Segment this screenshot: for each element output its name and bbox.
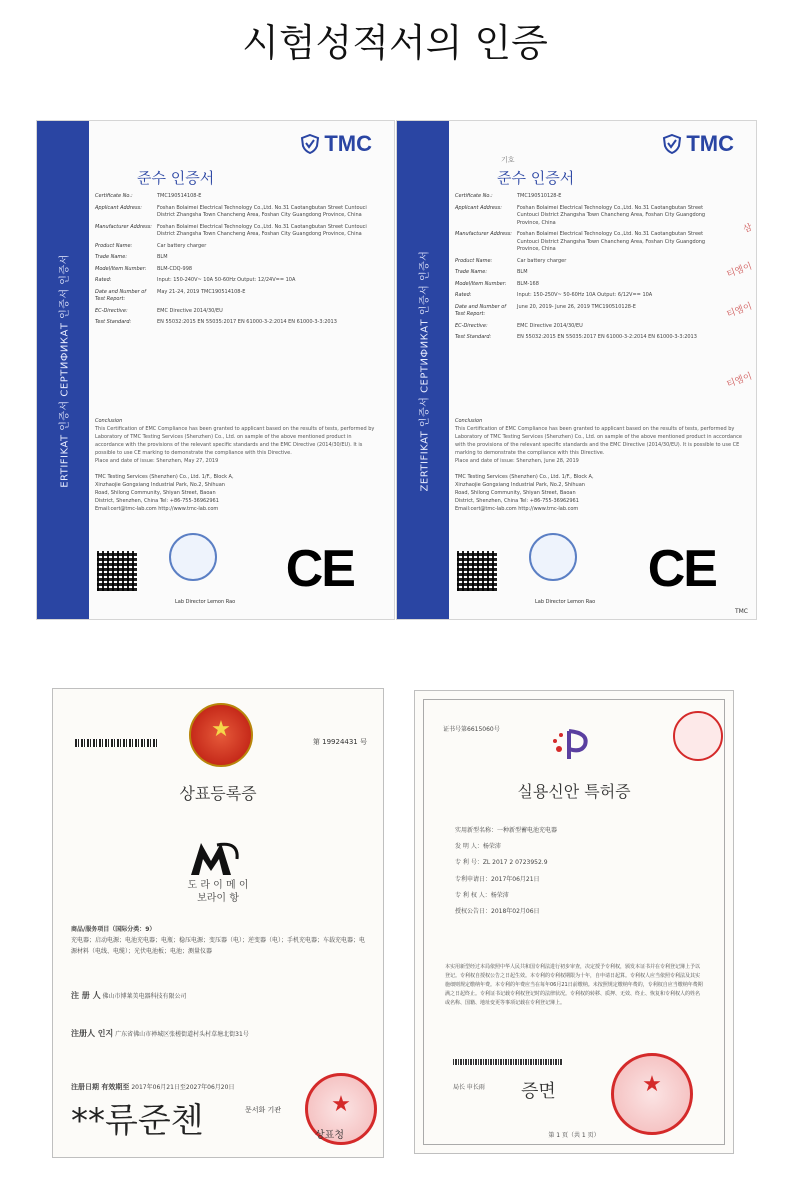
field-label: Date and Number of Test Report:: [95, 288, 147, 302]
tmc-logo-text: TMC: [686, 131, 734, 156]
field-label: EC-Directive:: [95, 307, 128, 314]
side-mark: 티엠이: [725, 301, 754, 321]
trademark-heading: 상표등록증: [179, 784, 257, 803]
field-value: BLM: [517, 269, 528, 275]
place-date: Place and date of issue: Shenzhen, May 27, 2019: [95, 458, 219, 464]
field-label: Manufacturer Address:: [455, 231, 512, 237]
ce-certificate-2: [396, 120, 757, 620]
address-value: 广东省佛山市禅城区张槎街道村头村草塘北街31号: [115, 1031, 249, 1038]
field-label: Trade Name:: [95, 254, 128, 260]
patent-detail-line: 专 利 号：ZL 2017 2 0723952.9: [455, 859, 548, 867]
lab-stamp: [169, 533, 217, 581]
field-value: BLM-CDQ-998: [157, 265, 193, 272]
registration-number: 第 19924431 号: [312, 738, 367, 746]
field-value: Foshan Bolaimei Electrical Technology Co.,Ltd. No.31 Caotangbutan Street Cuntouci District Zhangsha Town Chancheng Area, Foshan City Guangdong Province, China: [517, 231, 706, 252]
tmc-logo: [662, 131, 734, 157]
field-value: Car battery charger: [517, 257, 567, 264]
brand-logo-icon: [187, 839, 243, 879]
patent-details: [455, 823, 557, 920]
lab-director: Lab Director Lemon Rao: [175, 599, 236, 605]
certificate-conclusion: [455, 417, 742, 465]
barcode: [75, 739, 159, 747]
lab-director: Lab Director Lemon Rao: [535, 599, 596, 605]
period-value: 2017年06月21日至2027年06月20日: [131, 1084, 235, 1091]
conclusion-text: This Certification of EMC Compliance has been granted to applicant based on the results of tests, performed by Laboratory of TMC Testing Services (Shenzhen) Co., Ltd. on sample of the above mentioned product in accordance with the provisions of the relevant specific standards and the EMC Directive (2014/30/EU). It is possible to use CE marking to demonstrate the compliance with this Directive.: [95, 426, 375, 456]
period-label: 注册日期 有效期至: [71, 1083, 130, 1091]
field-value: EN 55032:2015 EN 55035:2017 EN 61000-3-2:2014 EN 61000-3-3:2013: [157, 319, 337, 325]
field-label: Date and Number of Test Report:: [455, 303, 507, 317]
field-value: Foshan Bolaimei Electrical Technology Co.,Ltd. No.31 Caotangbutan Street Cuntouci District Zhangsha Town Chancheng Area, Foshan City Guangdong Province, China: [157, 204, 367, 218]
field-row: [455, 334, 716, 342]
field-value: May 21-24, 2019 TMC190514108-E: [157, 288, 246, 295]
field-value: June 20, 2019- June 26, 2019 TMC190510128-E: [517, 303, 636, 310]
field-row: [95, 193, 382, 201]
brand-name-line-1: 도 라 이 메 이: [187, 880, 249, 891]
field-row: [455, 269, 716, 277]
field-value: TMC190514108-E: [157, 193, 202, 199]
field-row: [95, 319, 382, 327]
certificate-fields: [455, 193, 716, 346]
lab-stamp: [529, 533, 577, 581]
field-label: Model/Item Number:: [95, 265, 147, 272]
proof-label: 증면: [521, 1081, 556, 1102]
field-value: EMC Directive 2014/30/EU: [157, 307, 223, 314]
small-note: 기호: [501, 156, 515, 164]
field-row: [455, 292, 716, 300]
certificate-heading: 준수 인증서: [137, 169, 215, 187]
patent-seal-icon: [673, 711, 723, 761]
field-row: [455, 304, 716, 319]
field-value: Foshan Bolaimei Electrical Technology Co.,Ltd. No.31 Caotangbutan Street Cuntouci District Zhangsha Town Chancheng Area, Foshan City Guangdong Province, China: [157, 223, 367, 237]
certificate-side-text: ZERTIFIKAT 인증서 СЕРТИФИКАТ 인증서 인증서: [419, 250, 431, 492]
side-mark: 삼: [742, 222, 754, 236]
side-mark: 티엠이: [725, 371, 754, 391]
field-value: EN 55032:2015 EN 55035:2017 EN 61000-3-2:2014 EN 61000-3-3:2013: [517, 334, 697, 340]
goods-text: 充电器；启动电源；电池充电器；电瓶；稳压电源；变压器（电）；逆变器（电）；手机充电器；车载充电器；电源材料（电线、电缆）；光伏电池板；电池；测量仪器: [71, 936, 366, 955]
field-label: Rated:: [95, 277, 112, 283]
address-row: [71, 1027, 249, 1041]
period-row: [71, 1081, 234, 1094]
certificate-fields: [95, 193, 382, 331]
field-row: [95, 243, 382, 251]
ce-certificate-1: [36, 120, 395, 620]
field-row: [95, 266, 382, 274]
shield-icon: [662, 134, 682, 154]
field-value: Foshan Bolaimei Electrical Technology Co.,Ltd. No.31 Caotangbutan Street Cuntouci District Zhangsha Town Chancheng Area, Foshan City Guangdong Province, China: [517, 204, 706, 226]
trademark-certificate: [52, 688, 384, 1158]
field-label: Certificate No.:: [95, 193, 133, 199]
field-value: Input: 150-250V~ 50-60Hz 10A Output: 6/12V== 10A: [517, 292, 653, 298]
ce-mark: CE: [647, 540, 716, 598]
seal-label: 상표청: [315, 1130, 344, 1141]
place-date: Place and date of issue: Shenzhen, June 28, 2019: [455, 458, 579, 464]
field-row: [95, 224, 382, 239]
lab-address: TMC Testing Services (Shenzhen) Co., Ltd. 1/F., Block A, Xinzhaojie Gongxiang Industrial Park, No.2, Shihuan Road, Shilong Community, Shiyan Street, Baoan District, Shenzhen, China Tel: +86-755-36962961 Email:cert@tmc-lab.com http://www.tmc-lab.com: [95, 474, 234, 512]
official-seal-icon: ★: [305, 1073, 377, 1145]
qr-code: [457, 551, 497, 591]
patent-detail-line: 专 利 权 人：杨荣沛: [455, 891, 509, 899]
field-label: Rated:: [455, 292, 472, 298]
conclusion-text: This Certification of EMC Compliance has been granted to applicant based on the results of tests, performed by Laboratory of TMC Testing Services (Shenzhen) Co., Ltd. on sample of the above mentioned product in accordance with the provisions of the relevant specific standards and the EMC Directive (2014/30/EU). It is possible to use CE marking to demonstrate the compliance with this Directive.: [455, 426, 743, 456]
registrant-row: [71, 989, 187, 1003]
page-number: 第 1 页（共 1 页）: [548, 1132, 600, 1139]
field-label: EC-Directive:: [455, 322, 488, 329]
field-row: [455, 258, 716, 266]
patent-detail-line: 实用新型名称：一种新型蓄电池充电器: [455, 827, 558, 834]
shield-icon: [300, 134, 320, 154]
patent-detail-line: 专利申请日：2017年06月21日: [455, 875, 540, 883]
registrant-value: 佛山市博莱美电器科技有限公司: [102, 993, 187, 1000]
certificate-side-text: ERTIFIKAT 인증서 СЕРТИФИКАТ 인증서 인증서: [59, 254, 71, 488]
field-row: [95, 277, 382, 285]
field-row: [95, 308, 382, 316]
page-title: 시험성적서의 인증: [242, 21, 548, 65]
field-row: [455, 281, 716, 289]
patent-certificate: [414, 690, 734, 1154]
tmc-logo: [300, 131, 372, 157]
official-seal-icon: ★: [611, 1053, 693, 1135]
certificate-conclusion: [95, 417, 380, 465]
field-label: Certificate No.:: [455, 193, 493, 199]
field-value: BLM-168: [517, 280, 539, 287]
national-emblem-icon: ★: [189, 703, 253, 767]
address-label: 注册人 인지: [71, 1029, 114, 1038]
field-row: [455, 205, 716, 228]
field-row: [95, 289, 382, 304]
brand-name-ko: [163, 879, 273, 905]
patent-cert-number: 证书号第6615060号: [443, 726, 500, 733]
field-row: [455, 231, 716, 254]
barcode: [453, 1059, 563, 1065]
field-value: BLM: [157, 254, 168, 260]
director: 局长 申长雨: [453, 1084, 485, 1091]
field-label: Applicant Address:: [455, 204, 502, 211]
field-label: Product Name:: [95, 242, 133, 249]
field-value: TMC190510128-E: [517, 193, 562, 199]
field-row: [455, 323, 716, 331]
goods-section: [71, 925, 365, 957]
qr-code: [97, 551, 137, 591]
field-label: Test Standard:: [95, 319, 132, 325]
field-value: Input: 150-240V~ 10A 50-60Hz Output: 12/24V== 10A: [157, 277, 296, 283]
side-mark: 티엠이: [725, 261, 754, 281]
field-row: [455, 193, 716, 201]
brand-name-line-2: 보라이 항: [197, 893, 239, 904]
field-label: Manufacturer Address:: [95, 223, 152, 230]
patent-body: 本实用新型经过本局依照中华人民共和国专利法进行初步审查，决定授予专利权，颁发本证书并在专利登记簿上予以登记。专利权自授权公告之日起生效。本专利的专利权期限为十年，自申请日起算。专利权人应当依照专利法及其实施细则规定缴纳年费。本专利的年费应当在每年06月21日前缴纳。未按照规定缴纳年费的，专利权自应当缴纳年费期满之日起终止。专利证书记载专利权登记时的法律状况。专利权的转移、质押、无效、终止、恢复和专利权人的姓名或名称、国籍、地址变更等事项记载在专利登记簿上。: [445, 964, 703, 1006]
field-value: Car battery charger: [157, 242, 207, 249]
field-row: [95, 205, 382, 220]
field-row: [95, 254, 382, 262]
certificate-heading: 준수 인증서: [497, 169, 575, 187]
tmc-logo-text: TMC: [324, 131, 372, 156]
field-label: Product Name:: [455, 257, 493, 264]
goods-title: 商品/服务项目（国际分类：9）: [71, 926, 156, 933]
issuing-office: 문서화 기관: [245, 1106, 282, 1114]
field-value: EMC Directive 2014/30/EU: [517, 322, 583, 329]
patent-heading: 실용신안 특허증: [517, 782, 631, 801]
patent-office-logo-icon: [549, 727, 595, 763]
footer-logo: TMC: [734, 608, 748, 615]
conclusion-title: Conclusion: [95, 418, 123, 424]
ce-mark: CE: [285, 540, 354, 598]
patent-detail-line: 授权公告日：2018年02月06日: [455, 907, 540, 915]
field-label: Test Standard:: [455, 334, 492, 340]
conclusion-title: Conclusion: [455, 418, 483, 424]
field-label: Model/Item Number:: [455, 280, 507, 287]
field-label: Trade Name:: [455, 269, 488, 275]
registrant-label: 注 册 人: [71, 991, 101, 1000]
patent-detail-line: 发 明 人：杨荣沛: [455, 843, 501, 851]
lab-address: TMC Testing Services (Shenzhen) Co., Ltd. 1/F., Block A, Xinzhaojie Gongxiang Industrial Park, No.2, Shihuan Road, Shilong Community, Shiyan Street, Baoan District, Shenzhen, China Tel: +86-755-36962961 Email:cert@tmc-lab.com http://www.tmc-lab.com: [455, 474, 594, 512]
registrant-name-ko: **류준첸: [71, 1101, 204, 1141]
field-label: Applicant Address:: [95, 204, 142, 211]
